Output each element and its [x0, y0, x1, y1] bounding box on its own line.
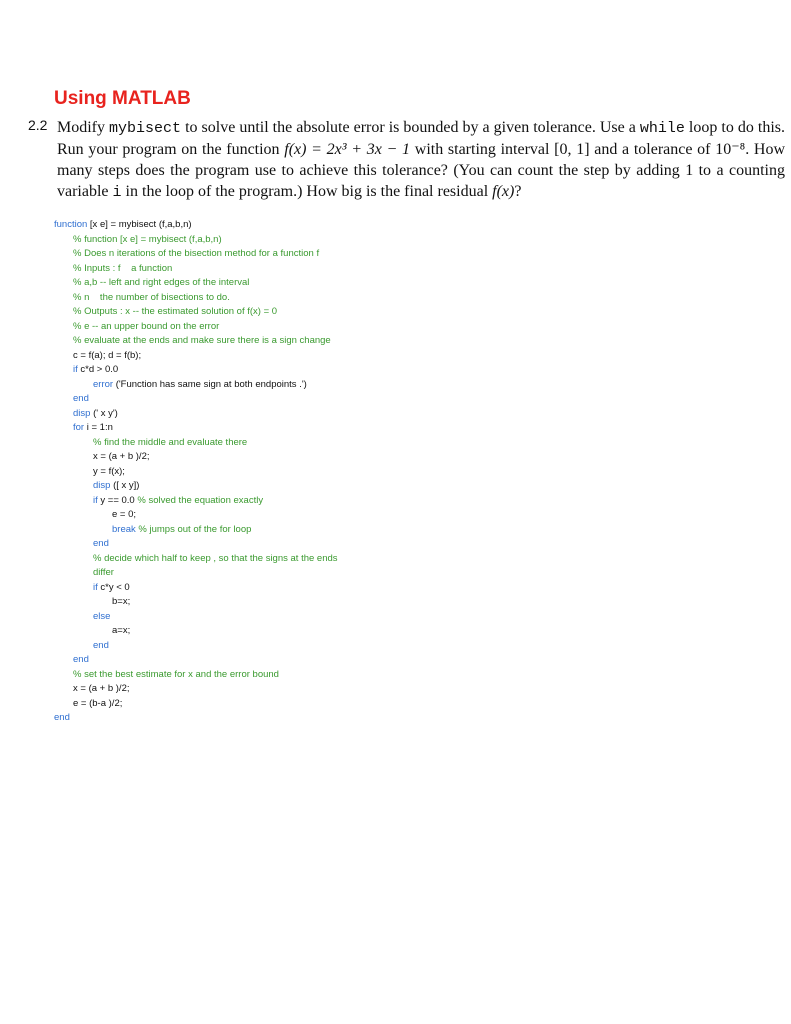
code-comment: % Outputs : x -- the estimated solution of f(x) = 0 [73, 306, 278, 317]
code-line [54, 508, 754, 523]
code-line [54, 697, 754, 712]
code-text: x = (a + b )/2; [93, 451, 150, 462]
problem-text-segment: loop to do this. Run your program on the function [57, 119, 785, 158]
code-line [54, 566, 754, 581]
code-comment: % function [x e] = mybisect (f,a,b,n) [73, 233, 222, 245]
code-line [54, 450, 754, 465]
code-comment: % Does n iterations of the bisection method for a function f [73, 248, 320, 259]
code-text: a=x; [112, 625, 131, 636]
code-comment: % jumps out of the for loop [135, 523, 252, 535]
code-line [54, 334, 754, 349]
code-line [54, 595, 754, 610]
code-line [54, 653, 754, 668]
code-line [54, 711, 754, 726]
residual-formula: f(x) [492, 183, 515, 200]
code-keyword: end [54, 712, 70, 723]
code-keyword: if [73, 364, 78, 375]
code-keyword: end [73, 654, 89, 665]
code-text: ([ x y]) [110, 480, 140, 491]
code-keyword: for [73, 422, 85, 433]
code-text: [x e] = mybisect (f,a,b,n) [87, 219, 192, 230]
code-comment: % solved the equation exactly [137, 494, 264, 506]
code-keyword: end [93, 639, 109, 651]
code-line [54, 233, 754, 248]
code-keyword: function [54, 219, 88, 230]
code-comment: % Inputs : f a function [73, 262, 173, 274]
code-text: e = 0; [112, 509, 137, 520]
code-line [54, 407, 754, 422]
code-text: b=x; [112, 596, 131, 607]
problem-text-segment: Modify [57, 119, 110, 136]
interval-value: [0, 1] [554, 141, 590, 158]
code-text: (' x y') [90, 407, 118, 419]
code-comment: % a,b -- left and right edges of the interval [73, 277, 250, 288]
code-line [54, 494, 754, 509]
code-line [54, 218, 754, 233]
code-comment: % decide which half to keep , so that the signs at the ends [93, 552, 338, 564]
code-comment: % n the number of bisections to do. [73, 291, 230, 303]
code-line [54, 291, 754, 306]
code-comment: % e -- an upper bound on the error [73, 320, 220, 332]
code-listing [54, 218, 754, 726]
code-line [54, 610, 754, 625]
code-comment: % set the best estimate for x and the error bound [73, 668, 279, 680]
code-keyword: else [93, 610, 111, 622]
problem-text-segment: ? [514, 183, 522, 200]
code-line [54, 523, 754, 538]
counter-variable-code: i [112, 184, 122, 201]
problem-statement [57, 117, 785, 203]
code-text: y = f(x); [93, 465, 125, 477]
code-line [54, 436, 754, 451]
code-text: e = (b-a )/2; [73, 697, 123, 709]
code-line [54, 349, 754, 364]
code-line [54, 465, 754, 480]
problem-text-segment: to solve until the absolute error is bounded by a given tolerance. Use a [181, 119, 640, 136]
problem-text-segment: with starting interval [410, 141, 555, 158]
problem-text-segment: and a tolerance of [589, 141, 716, 158]
code-line [54, 639, 754, 654]
function-formula: f(x) = 2x³ + 3x − 1 [284, 141, 411, 158]
code-comment: % evaluate at the ends and make sure there is a sign change [73, 335, 331, 346]
code-keyword: disp [73, 407, 91, 419]
code-comment: % find the middle and evaluate there [93, 436, 248, 448]
code-text: x = (a + b )/2; [73, 683, 130, 694]
code-line [54, 537, 754, 552]
problem-text-segment: in the loop of the program.) How big is the final residual [121, 183, 493, 200]
code-line [54, 363, 754, 378]
section-heading: Using MATLAB [54, 88, 191, 109]
code-comment: differ [93, 567, 114, 578]
code-line [54, 247, 754, 262]
problem-text-segment: . How many steps does the program use to achieve this tolerance? (You can count the step by adding 1 to a counting variable [57, 141, 786, 200]
code-text: y == 0.0 [97, 494, 138, 506]
code-keyword: error [93, 378, 114, 390]
code-line [54, 624, 754, 639]
code-keyword: end [73, 393, 89, 404]
function-name-code: mybisect [109, 120, 182, 137]
code-text: c*d > 0.0 [77, 364, 119, 375]
code-line [54, 392, 754, 407]
code-line [54, 668, 754, 683]
code-line [54, 421, 754, 436]
code-line [54, 320, 754, 335]
code-line [54, 276, 754, 291]
tolerance-value: 10⁻⁸ [715, 141, 746, 158]
code-text: c*y < 0 [97, 581, 130, 593]
code-line [54, 552, 754, 567]
code-keyword: if [93, 494, 98, 506]
code-keyword: disp [93, 480, 111, 491]
code-text: c = f(a); d = f(b); [73, 349, 142, 361]
code-line [54, 479, 754, 494]
code-keyword: end [93, 538, 109, 549]
code-keyword: break [112, 523, 136, 535]
code-line [54, 378, 754, 393]
code-line [54, 581, 754, 596]
code-text: ('Function has same sign at both endpoints .') [113, 378, 307, 390]
code-line [54, 305, 754, 320]
code-line [54, 682, 754, 697]
code-keyword: if [93, 581, 98, 593]
code-text: i = 1:n [84, 422, 113, 433]
code-line [54, 262, 754, 277]
while-keyword-code: while [639, 120, 685, 137]
problem-number: 2.2 [28, 117, 48, 133]
